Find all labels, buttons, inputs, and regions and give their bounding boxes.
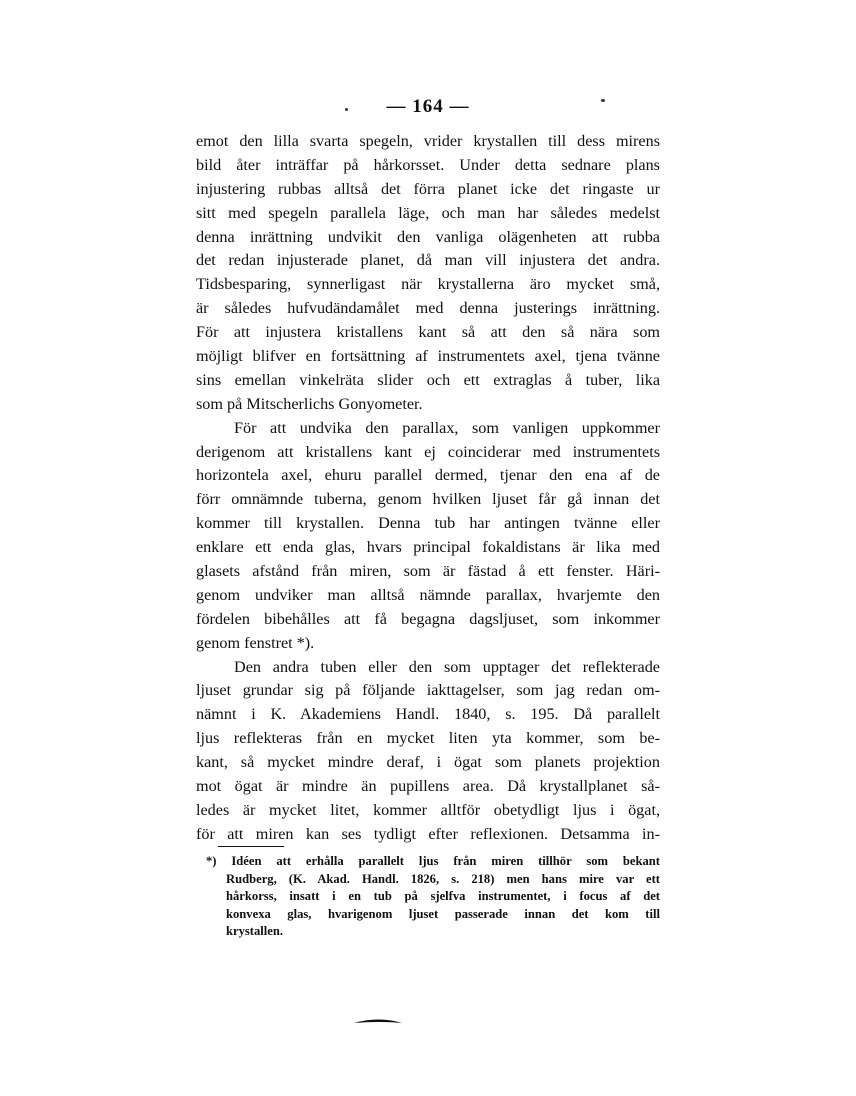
text-line: sins emellan vinkelräta slider och ett extraglas å tuber, lika xyxy=(196,370,660,389)
ink-speck xyxy=(601,99,605,102)
text-line: ledes är mycket litet, kommer alltför obetydligt ljus i ögat, xyxy=(196,800,660,819)
footnote-line: Rudberg, (K. Akad. Handl. 1826, s. 218) men hans mire var ett xyxy=(226,871,660,886)
text-line: glasets afstånd från miren, som är fästad å ett fenster. Häri- xyxy=(196,562,660,581)
text-line: kant, så mycket mindre deraf, i ögat som planets projektion xyxy=(196,753,660,772)
text-line: förr omnämnde tuberna, genom hvilken ljuset får gå innan det xyxy=(196,490,660,509)
text-line: ljus reflekteras från en mycket liten yta kommer, som be- xyxy=(196,729,660,748)
text-line: som på Mitscherlichs Gonyometer. xyxy=(196,394,423,413)
text-line: För att injustera kristallens kant så att den så nära som xyxy=(196,323,660,342)
text-line: denna inrättning undvikit den vanliga olägenheten att rubba xyxy=(196,227,660,246)
text-line: kommer till krystallen. Denna tub har antingen tvänne eller xyxy=(196,514,660,533)
tail-ornament xyxy=(354,1018,402,1024)
ink-speck xyxy=(345,108,348,111)
footnote-line: *) Idéen att erhålla parallelt ljus från miren tillhör som bekant xyxy=(206,854,660,868)
text-line: för att miren kan ses tydligt efter reflexionen. Detsamma in- xyxy=(196,824,660,843)
text-line: genom undviker man alltså nämnde parallax, hvarjemte den xyxy=(196,585,660,604)
text-line: genom fenstret *). xyxy=(196,633,315,652)
text-line: nämnt i K. Akademiens Handl. 1840, s. 195. Då parallelt xyxy=(196,705,660,724)
text-line: ljuset grundar sig på följande iakttagelser, som jag redan om- xyxy=(196,681,660,700)
footnote-line: konvexa glas, hvarigenom ljuset passerade innan det kom till xyxy=(226,906,660,921)
text-line: horizontela axel, ehuru parallel dermed, tjenar den ena af de xyxy=(196,466,660,485)
text-line: är således hufvudändamålet med denna justerings inrättning. xyxy=(196,299,660,318)
page-number: — 164 — xyxy=(386,96,470,117)
text-line: För att undvika den parallax, som vanligen uppkommer xyxy=(234,418,660,437)
text-line: enklare ett enda glas, hvars principal fokaldistans är lika med xyxy=(196,538,660,557)
footnote-line: krystallen. xyxy=(226,924,284,939)
text-line: derigenom att kristallens kant ej coinciderar med instrumentets xyxy=(196,442,660,461)
text-line: Tidsbesparing, synnerligast när krystallerna äro mycket små, xyxy=(196,275,660,294)
text-line: sitt med spegeln parallela läge, och man har således medelst xyxy=(196,203,660,222)
footnote-line: hårkorss, insatt i en tub på sjelfva instrumentet, i focus af det xyxy=(226,889,660,904)
body-text xyxy=(196,130,660,847)
text-line: emot den lilla svarta spegeln, vrider krystallen till dess mirens xyxy=(196,132,660,150)
text-line: Den andra tuben eller den som upptager det reflekterade xyxy=(234,657,660,676)
text-line: injustering rubbas alltså det förra planet icke det ringaste ur xyxy=(196,179,660,198)
text-line: fördelen bibehålles att få begagna dagsljuset, som inkommer xyxy=(196,609,660,628)
text-line: möjligt blifver en fortsättning af instrumentets axel, tjena tvänne xyxy=(196,347,660,366)
text-line: mot ögat är mindre än pupillens area. Då krystallplanet så- xyxy=(196,777,660,796)
text-line: det redan injusterade planet, då man vill injustera det andra. xyxy=(196,251,660,270)
footnote xyxy=(206,853,660,941)
footnote-rule xyxy=(218,846,284,847)
text-line: bild åter inträffar på hårkorsset. Under detta sednare plans xyxy=(196,155,660,174)
